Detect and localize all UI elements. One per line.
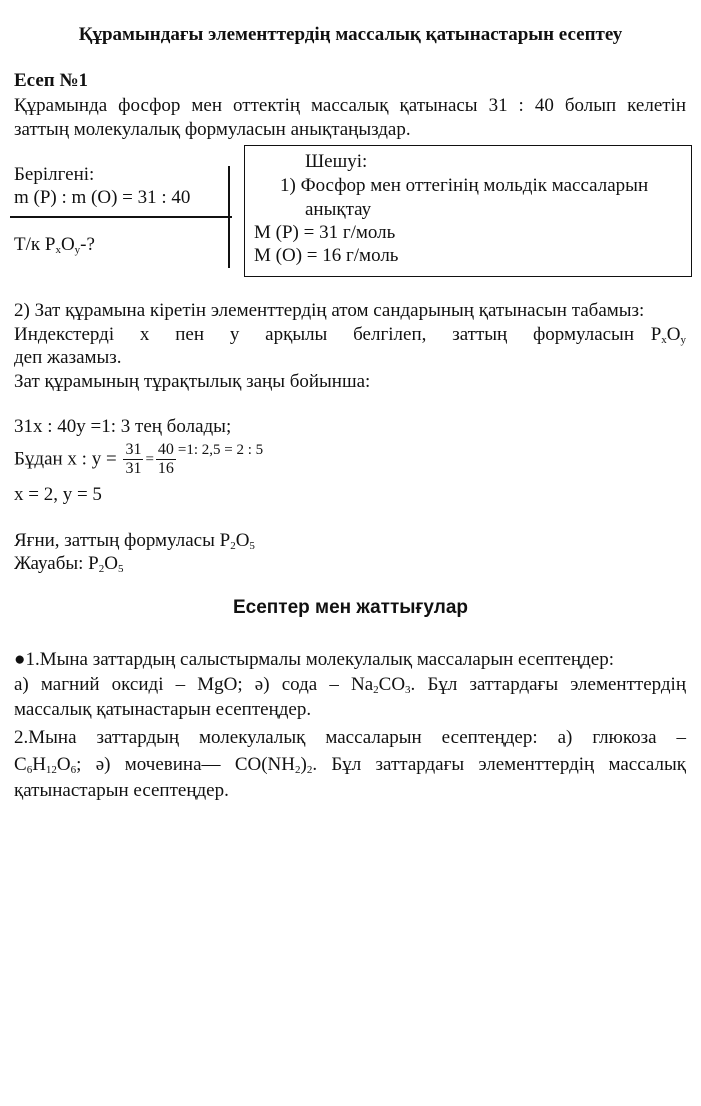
index-values: x = 2, y = 5	[14, 484, 102, 505]
problem-statement-line2: заттың молекулалық формуласын анықтаңыздар.	[14, 119, 411, 140]
step2-line3: деп жазамыз.	[14, 347, 122, 368]
exercise2-line1: 2.Мына заттардың молекулалық массаларын есептеңдер: а) глюкоза –	[14, 727, 686, 748]
given-divider	[10, 216, 232, 218]
ratio-equation: 31x : 40y =1: 3 тең болады;	[14, 416, 232, 437]
formula-result: Яғни, заттың формуласы $P_2O_5$	[14, 530, 255, 552]
exercise1-line1: ●1.Мына заттардың салыстырмалы молекулалық массаларын есептеңдер:	[14, 649, 614, 670]
step2-line2: Индекстерді x пен y арқылы белгілеп, заттың формуласын $P_xO_y$	[14, 324, 686, 346]
page-title: Құрамындағы элементтердің массалық қатынастарын есептеу	[78, 24, 623, 45]
exercise2-line2: $C_6H_{12}O_6$; ә) мочевина— $CO(NH_2)_2$. Бұл заттардағы элементтердің массалық	[14, 754, 686, 776]
step2-line1: 2) Зат құрамына кіретін элементтердің атом сандарының қатынасын табамыз:	[14, 300, 645, 321]
solution-step1-line1: 1) Фосфор мен оттегінің мольдік массаларын	[280, 175, 649, 196]
problem-statement-line1: Құрамында фосфор мен оттектің массалық қатынасы 31 : 40 болып келетін	[14, 95, 686, 116]
given-ratio: m (P) : m (O) = 31 : 40	[14, 187, 191, 208]
problem-heading: Есеп №1	[14, 70, 89, 91]
exercise2-line3: қатынастарын есептеңдер.	[14, 780, 229, 801]
given-vertical-divider	[228, 166, 230, 268]
step2-line4: Зат құрамының тұрақтылық заңы бойынша:	[14, 371, 371, 392]
molar-mass-o: M (O) = 16 г/моль	[254, 245, 399, 266]
given-label: Берілгені:	[14, 164, 95, 185]
fraction-o: $\frac{40}{16}$	[157, 441, 174, 478]
exercises-heading: Есептер мен жаттығулар	[233, 597, 468, 618]
solution-step1-line2: анықтау	[305, 199, 372, 220]
find-formula: Т/к $P_xO_y-$?	[14, 234, 95, 256]
exercise1-line3: массалық қатынастарын есептеңдер.	[14, 699, 312, 720]
ratio-derivation: Бұдан x : y = $\frac{31}{31}$ = $\frac{40}{16}$ $^{=1: 2,5 = 2 : 5}$	[14, 441, 264, 478]
solution-label: Шешуі:	[305, 151, 368, 172]
molar-mass-p: M (P) = 31 г/моль	[254, 222, 396, 243]
answer: Жауабы: $P_2O_5$	[14, 553, 124, 575]
fraction-p: $\frac{31}{31}$	[125, 441, 142, 478]
exercise1-line2: а) магний оксиді – MgO; ә) сода – $Na_2CO_3$. Бұл заттардағы элементтердің	[14, 674, 686, 696]
